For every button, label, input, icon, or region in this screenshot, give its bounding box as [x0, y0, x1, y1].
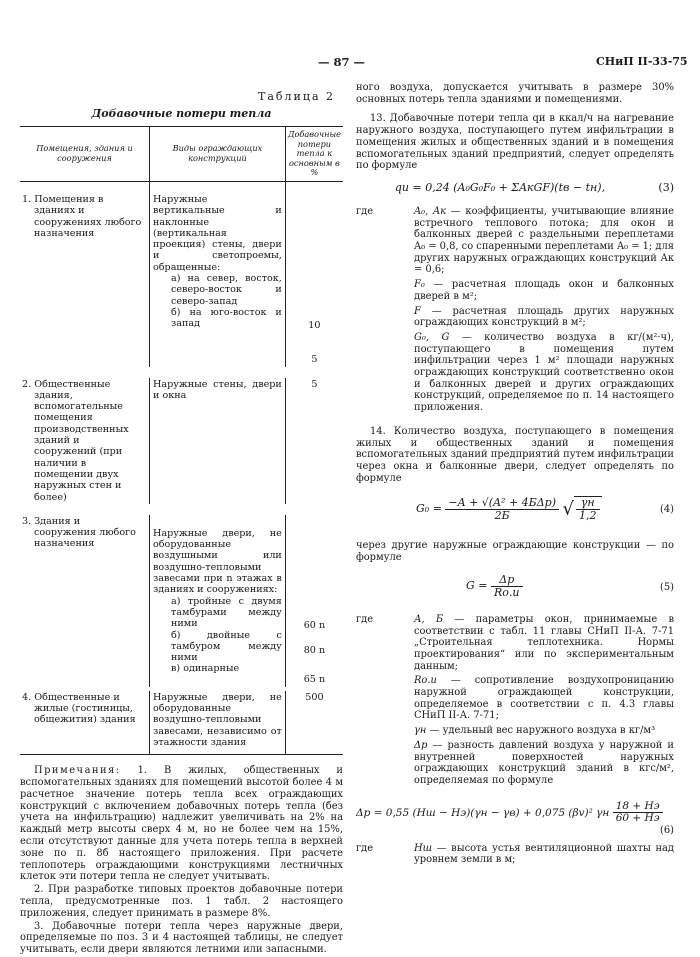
- row4-value: 500: [285, 691, 343, 755]
- formula-4: [356, 490, 674, 534]
- row1-premises: 1. Помещения в зданиях и сооружениях любого назначения: [22, 193, 142, 239]
- def-text: разность давлений воздуха у наружной и внутренней поверхностей наружных ограждающих конструкций зданий в кгс/м², определяемая по формуле: [414, 739, 675, 786]
- radical-sign-icon: √: [562, 498, 574, 520]
- def-symbol: A₀, Aк —: [414, 205, 461, 217]
- row2-structures: Наружные стены, двери и окна: [150, 378, 286, 504]
- formula-4-denominator: 2Б: [494, 509, 510, 523]
- row3-sub-c: в) одинарные: [171, 663, 240, 675]
- formula-5-lhs: G =: [466, 579, 488, 592]
- definitions-formula-3: [356, 206, 674, 414]
- def-text: высота устья вентиляционной шахты над уровнем земли в м;: [414, 842, 675, 866]
- table-row: [20, 691, 343, 755]
- formula-4-lhs: G₀ =: [416, 502, 442, 516]
- def-text: коэффициенты, учитывающие влияние встречного теплового потока; для окон и балконных дверей с раздельными переплетами A₀ = 0,8, со спаренными переплетами A₀ = 1; для других наружных ограждающих конструкций Aк = 0,6;: [414, 205, 674, 276]
- page-number: — 87 —: [318, 55, 366, 69]
- def-symbol: G₀, G —: [414, 331, 472, 343]
- clause-14: 14. Количество воздуха, поступающего в помещения жилых и общественных зданий и помещения вспомогательных зданий предприятий путем инфильтрации через окна и балконные двери, следует определять по формуле: [356, 425, 674, 484]
- row3-value-c: 65 n: [303, 674, 326, 686]
- def-prefix: где: [356, 613, 374, 625]
- other-structures-text: через другие наружные ограждающие конструкции — по формуле: [356, 540, 674, 564]
- definition-item: [356, 843, 674, 866]
- row1-sub-a: а) на север, восток, северо-восток и северо-запад: [171, 273, 282, 307]
- row1-value-b: 5: [311, 354, 318, 366]
- intro-paragraph: ного воздуха, допускается учитывать в размере 30% основных потерь тепла зданиями и помещениями.: [356, 82, 674, 105]
- row3-sub-a: а) тройные с двумя тамбурами между ними: [171, 595, 282, 630]
- clause-13: 13. Добавочные потери тепла qи в ккал/ч на нагревание наружного воздуха, поступающего путем инфильтрации в помещения жилых и общественных зданий и в помещения вспомогательных зданий предприятий, следует определять по формуле: [356, 113, 674, 172]
- additional-heat-loss-table: [20, 126, 343, 755]
- table-notes: [20, 765, 343, 956]
- def-symbol: γн —: [414, 725, 440, 737]
- formula-6-expression: Δp = 0,55 (Hш − Hэ)(γн − γв) + 0,075 (βv)² γн: [356, 806, 610, 819]
- definitions-formula-5: [356, 614, 674, 787]
- def-prefix: где: [356, 842, 374, 854]
- formula-3-number: (3): [658, 180, 674, 194]
- def-symbol: F —: [414, 305, 442, 317]
- right-column: [356, 82, 674, 866]
- row1-values: [285, 181, 343, 366]
- def-text: расчетная площадь других наружных ограждающих конструкций в м²;: [414, 305, 675, 329]
- row1-value-a: 10: [308, 319, 321, 331]
- row4-structures: Наружные двери, не оборудованные воздушно-тепловыми завесами, независимо от этажности здания: [150, 691, 286, 755]
- table-row: [20, 378, 343, 504]
- formula-4-number: (4): [660, 504, 674, 516]
- definition-item: [356, 206, 674, 276]
- note-3: 3. Добавочные потери тепла через наружные двери, определяемые по поз. 3 и 4 настоящей таблицы, не следует учитывать, если двери являются летними или запасными.: [20, 920, 343, 956]
- formula-5: [356, 568, 674, 608]
- row3-values: [285, 515, 343, 687]
- formula-6-number: (6): [660, 824, 674, 836]
- def-text: количество воздуха в кг/(м²·ч), поступающего в помещения путем инфильтрации через 1 м² площади наружных ограждающих конструкций соответственно окон и балконных дверей и других ограждающих конструкций, определяемое по п. 14 настоящего приложения.: [414, 331, 675, 414]
- def-text: расчетная площадь окон и балконных дверей в м²;: [414, 279, 675, 302]
- notes-title: Примечания:: [34, 765, 121, 777]
- left-column: [20, 90, 343, 957]
- row2-premises: 2. Общественные здания, вспомогательные помещения производственных зданий и сооружений (при наличии в помещении двух наружных стен и более): [22, 378, 129, 503]
- table-title: Добавочные потери тепла: [91, 107, 272, 120]
- document-code: СНиП II-33-75: [596, 55, 688, 68]
- formula-4-root-denominator: 1,2: [579, 509, 597, 523]
- def-text: удельный вес наружного воздуха в кг/м³: [442, 725, 656, 737]
- def-symbol: Hш —: [414, 842, 447, 854]
- formula-5-numerator: Δp: [491, 574, 523, 587]
- formula-6: [356, 797, 674, 837]
- formula-5-number: (5): [660, 581, 674, 593]
- row3-value-a: 60 n: [303, 619, 326, 631]
- row1-structures: [150, 181, 286, 366]
- def-prefix: где: [356, 205, 374, 217]
- row2-value: 5: [285, 378, 343, 504]
- definition-item: [356, 306, 674, 329]
- def-text: параметры окон, принимаемые в соответствии с табл. 11 главы СНиП II-А. 7-71 „Строительная теплотехника. Нормы проектирования“ или по экспериментальным данным;: [414, 613, 675, 672]
- definition-item: [356, 675, 674, 722]
- def-symbol: Δp —: [414, 739, 443, 751]
- table-row: [20, 515, 343, 687]
- row1-sub-b: б) на юго-восток и запад: [171, 306, 282, 330]
- table-label: Таблица 2: [258, 90, 335, 103]
- note-2: 2. При разработке типовых проектов добавочные потери тепла, предусмотренные поз. 1 табл. 2 настоящего приложения, следует принимать в размере 8%.: [20, 884, 343, 919]
- table-header-structures: Виды ограждающих конструкций: [150, 127, 286, 182]
- def-symbol: Rо.и —: [414, 675, 461, 687]
- row3-structures-text: Наружные двери, не оборудованные воздушными или воздушно-тепловыми завесами при n этажах в зданиях и сооружениях:: [153, 527, 282, 596]
- row1-structures-text: Наружные вертикальные и наклонные (вертикальная проекция) стены, двери и светопроемы, обращенные:: [153, 193, 282, 273]
- formula-4-root-numerator: γн: [576, 497, 600, 510]
- row4-premises: 4. Общественные и жилые (гостиницы, общежития) здания: [20, 691, 150, 755]
- definition-item: [356, 332, 674, 414]
- formula-3: [356, 178, 674, 200]
- formula-3-expression: qи = 0,24 (A₀G₀F₀ + ΣAкGF)(tв − tн),: [394, 180, 606, 194]
- def-text: сопротивление воздухопроницанию наружной ограждающей конструкции, определяемое в соответствии с п. 4.3 главы СНиП II-А. 7-71;: [414, 675, 675, 722]
- row3-structures: [150, 515, 286, 687]
- definition-item: [356, 614, 674, 673]
- row3-premises: 3. Здания и сооружения любого назначения: [22, 515, 136, 550]
- formula-6-numerator: 18 + Hэ: [613, 801, 663, 814]
- note-1: 1. В жилых, общественных и вспомогательных зданиях для помещений высотой более 4 м расчетное значение потерь тепла всех ограждающих конструкций с включением добавочных потерь тепла (без учета на инфильтрацию) надлежит увеличивать на 2% на каждый метр высоты сверх 4 м, но не более чем на 15%, если отсутствуют данные для учета потерь тепла в верхней зоне по п. 8б настоящего приложения. При расчете теплопотерь ограждающими конструкциями лестничных клеток эти потери тепла не следует учитывать.: [20, 765, 344, 883]
- row3-value-b: 80 n: [303, 645, 326, 657]
- def-symbol: А, Б —: [414, 613, 465, 625]
- definition-item: [356, 725, 674, 737]
- table-header-percent: Добавочные потери тепла к основным в %: [285, 127, 343, 182]
- formula-5-denominator: Rо.и: [494, 585, 520, 599]
- definition-item: [356, 740, 674, 787]
- table-row: [20, 181, 343, 366]
- row3-sub-b: б) двойные с тамбуром между ними: [171, 629, 282, 664]
- definition-item: [356, 279, 674, 302]
- formula-6-denominator: 60 + Hэ: [615, 812, 660, 825]
- formula-4-numerator: −A + √(A² + 4БΔp): [445, 497, 559, 510]
- table-header-premises: Помещения, здания и сооружения: [20, 127, 150, 182]
- def-symbol: F₀ —: [414, 279, 444, 291]
